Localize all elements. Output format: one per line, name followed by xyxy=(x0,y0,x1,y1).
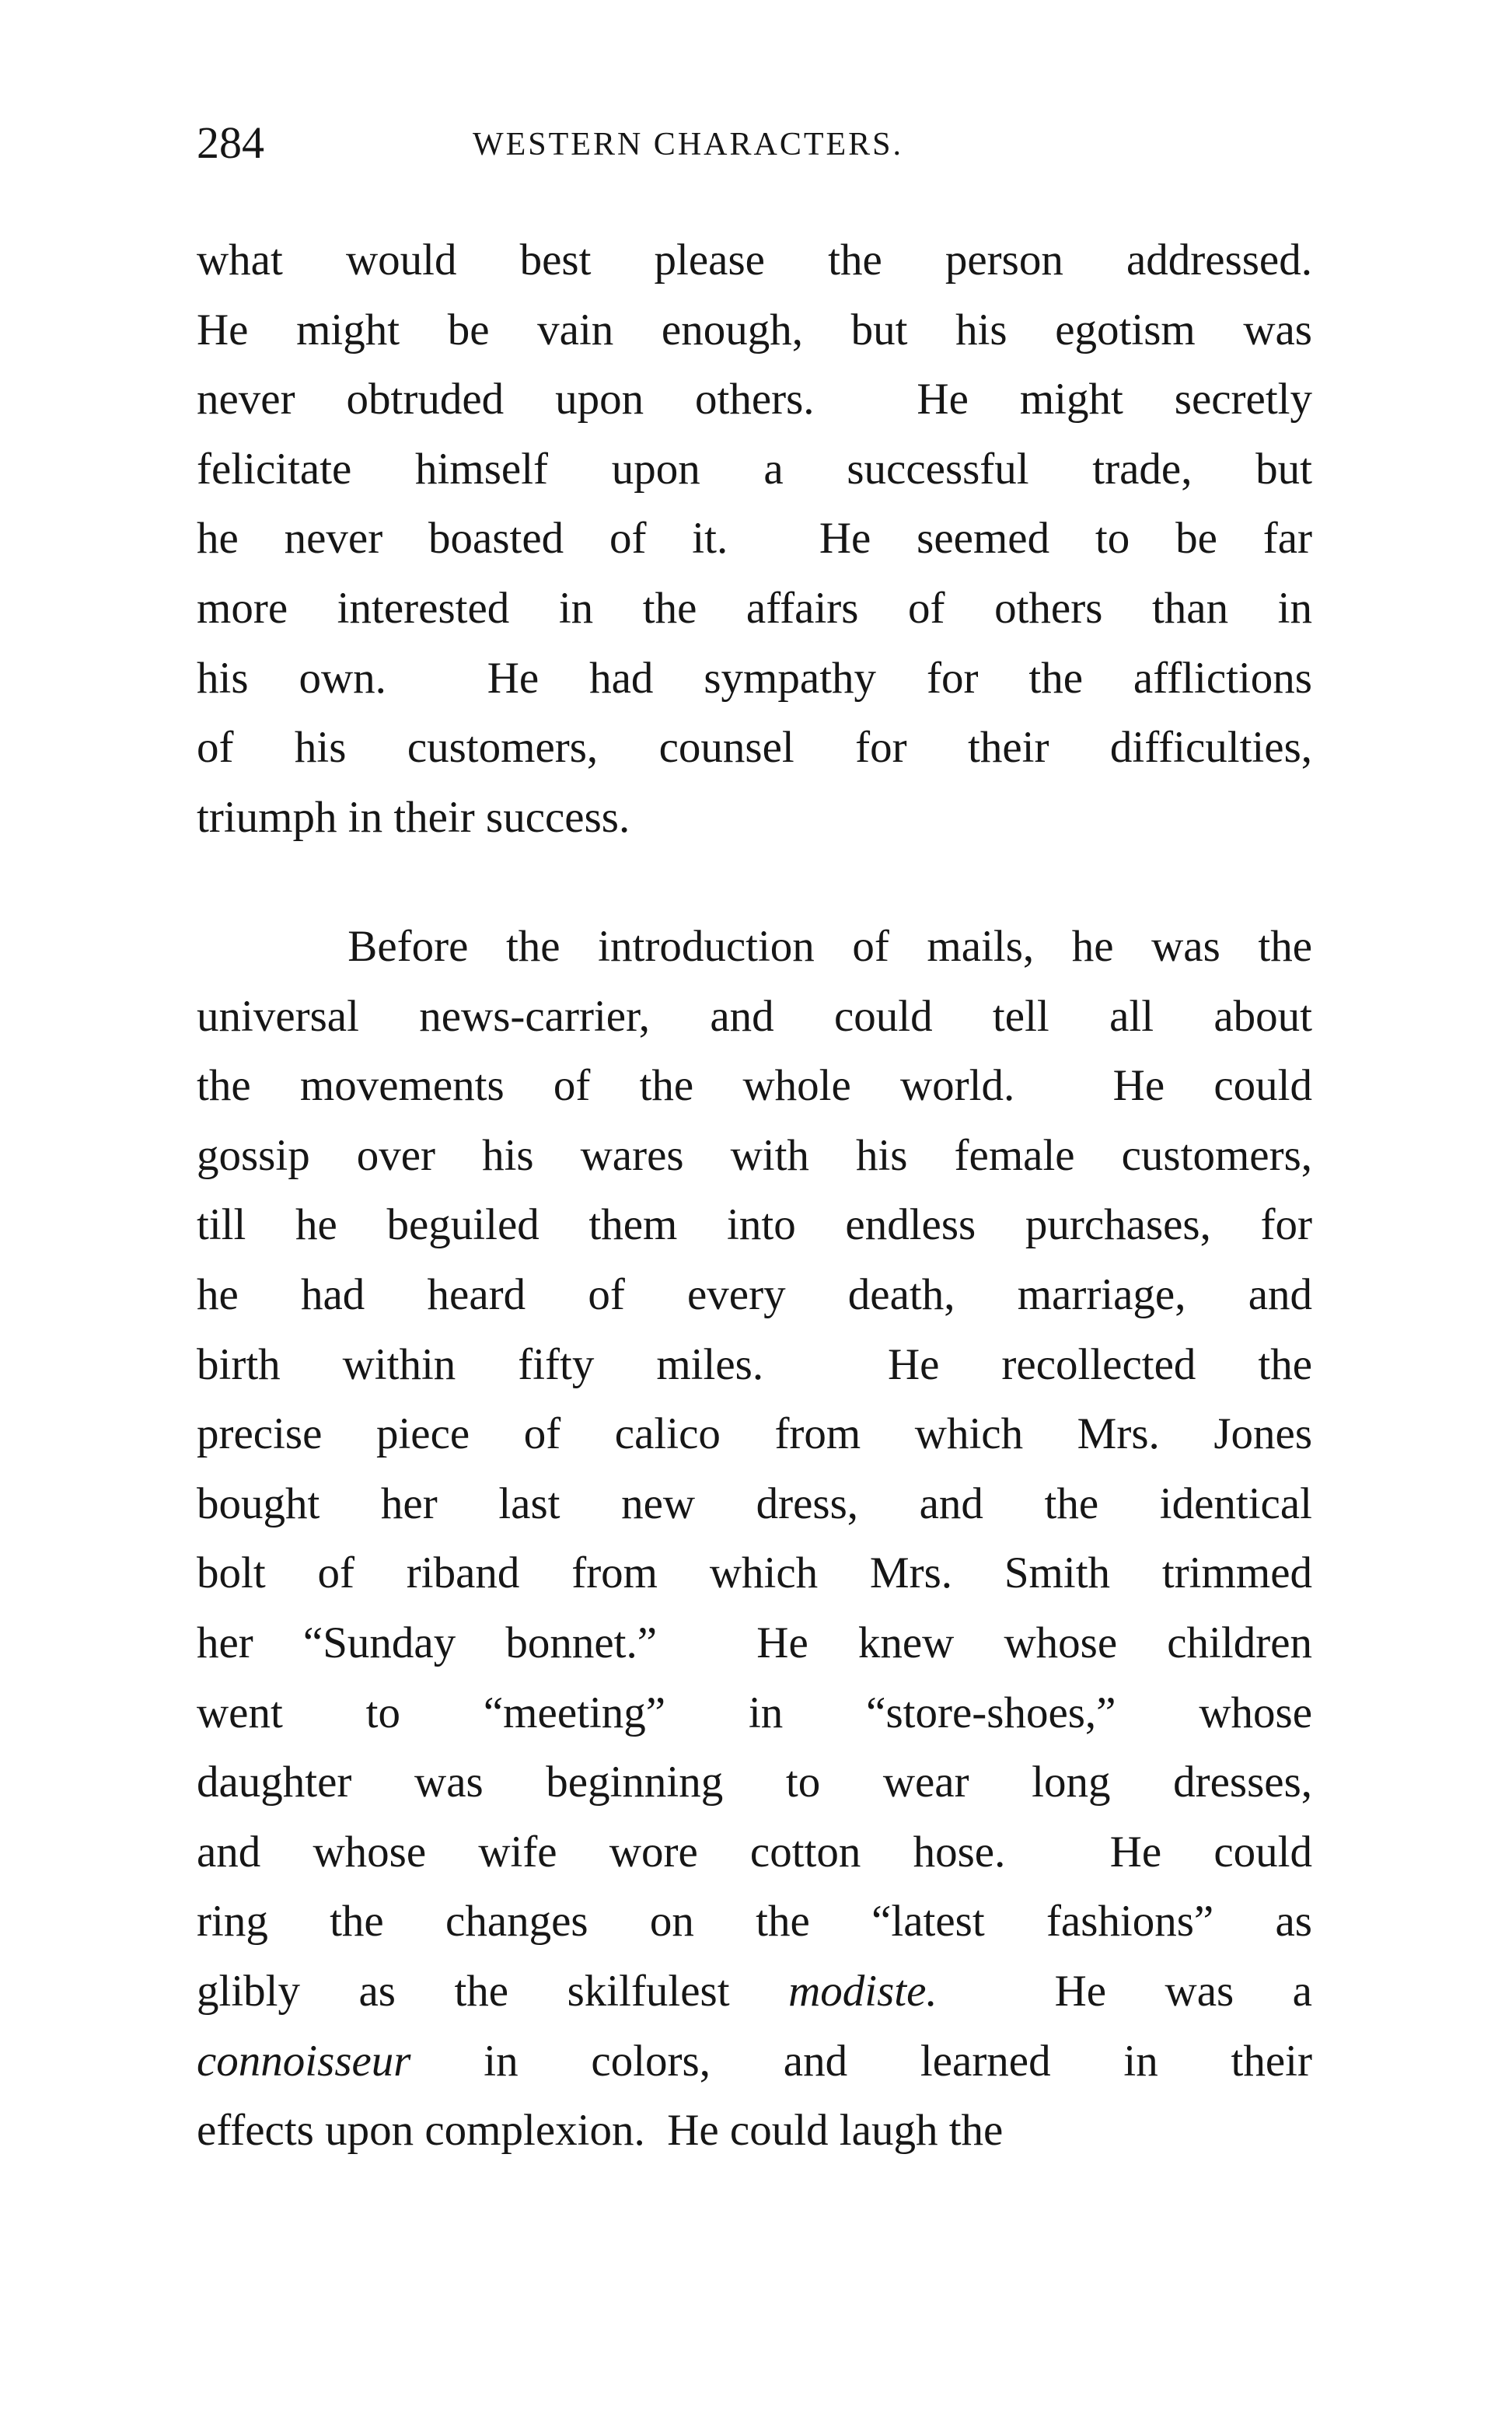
text-line xyxy=(197,1616,1312,1671)
page-header xyxy=(197,117,1312,171)
text-segment: the movements of the whole world. He could xyxy=(197,1061,1312,1111)
text-line xyxy=(197,1407,1312,1461)
text-line xyxy=(197,920,1312,974)
text-line xyxy=(197,1686,1312,1740)
text-line xyxy=(197,2104,1312,2158)
text-segment: never obtruded upon others. He might secretly xyxy=(197,375,1312,424)
text-line xyxy=(197,581,1312,636)
running-title: WESTERN CHARACTERS. xyxy=(473,127,904,162)
italic-text: modiste. xyxy=(788,1967,938,2016)
text-line xyxy=(197,372,1312,427)
text-segment: birth within fifty miles. He recollected the xyxy=(197,1339,1312,1389)
text-line xyxy=(197,511,1312,566)
text-line xyxy=(197,1129,1312,1183)
text-segment: of his customers, counsel for their difficulties, xyxy=(197,723,1312,773)
text-line xyxy=(197,1338,1312,1392)
text-line xyxy=(197,303,1312,358)
text-segment: glibly as the skilfulest xyxy=(197,1967,789,2016)
text-line xyxy=(197,442,1312,497)
text-line xyxy=(197,1059,1312,1113)
text-segment: Before the introduction of mails, he was the xyxy=(197,922,1312,971)
text-segment: ring the changes on the “latest fashions” as xyxy=(197,1897,1312,1946)
text-segment: universal news-carrier, and could tell all about xyxy=(197,991,1312,1041)
text-segment: triumph in their success. xyxy=(197,792,630,842)
text-segment: He might be vain enough, but his egotism was xyxy=(197,305,1312,354)
text-segment: bought her last new dress, and the identical xyxy=(197,1479,1312,1528)
italic-text: connoisseur xyxy=(197,2036,411,2086)
text-segment: he had heard of every death, marriage, and xyxy=(197,1270,1312,1319)
text-line xyxy=(197,1477,1312,1531)
text-segment: till he beguiled them into endless purchases, for xyxy=(197,1200,1312,1250)
text-line xyxy=(197,1546,1312,1601)
text-segment: more interested in the affairs of others than in xyxy=(197,584,1312,633)
text-segment: gossip over his wares with his female customers, xyxy=(197,1130,1312,1180)
text-line xyxy=(197,791,1312,845)
text-line xyxy=(197,651,1312,706)
text-segment: daughter was beginning to wear long dresses, xyxy=(197,1758,1312,1807)
text-segment: effects upon complexion. He could laugh the xyxy=(197,2106,1004,2156)
page-number: 284 xyxy=(197,117,264,168)
text-line xyxy=(197,1755,1312,1810)
text-segment: felicitate himself upon a successful trade, but xyxy=(197,444,1312,494)
text-line xyxy=(197,1268,1312,1322)
text-segment: what would best please the person addressed. xyxy=(197,236,1312,285)
text-line xyxy=(197,721,1312,775)
text-segment: and whose wife wore cotton hose. He could xyxy=(197,1827,1312,1877)
text-line xyxy=(197,233,1312,288)
text-segment: his own. He had sympathy for the afflictions xyxy=(197,653,1312,703)
text-line xyxy=(197,2034,1312,2089)
text-segment: bolt of riband from which Mrs. Smith trimmed xyxy=(197,1548,1312,1598)
text-segment: in colors, and learned in their xyxy=(410,2036,1312,2086)
text-line xyxy=(197,1894,1312,1949)
text-line xyxy=(197,1198,1312,1252)
text-segment: he never boasted of it. He seemed to be far xyxy=(197,514,1312,564)
text-segment: He was a xyxy=(937,1967,1312,2016)
text-line xyxy=(197,990,1312,1044)
text-segment: went to “meeting” in “store-shoes,” whose xyxy=(197,1688,1312,1737)
text-line xyxy=(197,1825,1312,1880)
text-segment: precise piece of calico from which Mrs. Jones xyxy=(197,1409,1312,1459)
text-line xyxy=(197,1964,1312,2019)
text-segment: her “Sunday bonnet.” He knew whose children xyxy=(197,1618,1312,1667)
